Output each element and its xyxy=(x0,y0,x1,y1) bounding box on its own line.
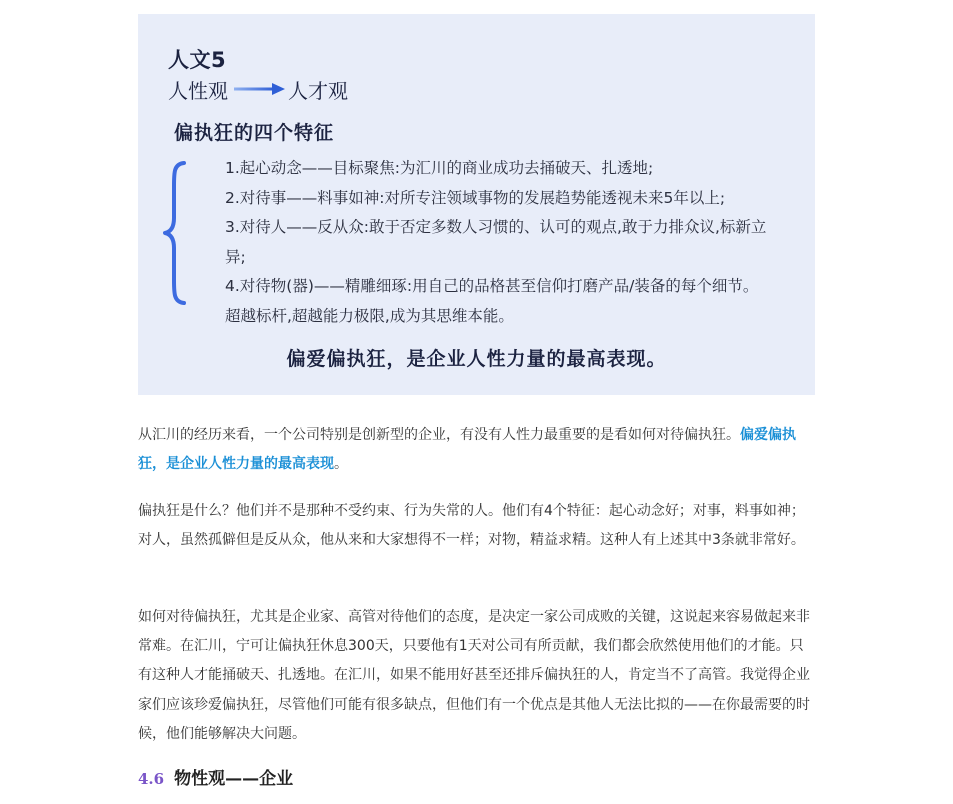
paragraph-1-highlight: 偏爱偏执狂，是企业人性力量的最高表现 xyxy=(138,427,796,473)
trait-item: 3.对待人——反从众:敢于否定多数人习惯的、认可的观点,敢于力排众议,标新立异; xyxy=(225,218,767,266)
paragraph-1 xyxy=(138,421,815,479)
card-subtitle xyxy=(168,76,348,102)
paragraph-1-text: 从汇川的经历来看，一个公司特别是创新型的企业，有没有人性力最重要的是看如何对待偏执狂。 xyxy=(138,427,740,443)
paragraph-3: 如何对待偏执狂，尤其是企业家、高管对待他们的态度，是决定一家公司成败的关键，这说起来容易做起来非常难。在汇川，宁可让偏执狂休息300天，只要他有1天对公司有所贡献，我们都会欣然使用他们的才能。只有这种人才能捅破天、扎透地。在汇川，如果不能用好甚至还排斥偏执狂的人，肯定当不了高管。我觉得企业家们应该珍爱偏执狂，尽管他们可能有很多缺点，但他们有一个优点是其他人无法比拟的——在你最需要的时候，他们能够解决大问题。 xyxy=(138,609,810,742)
curly-brace-icon xyxy=(162,160,190,306)
insight-card xyxy=(138,14,815,395)
subtitle-from: 人性观 xyxy=(168,78,228,103)
traits-list xyxy=(225,154,770,332)
trait-item: 4.对待物(器)——精雕细琢:用自己的品格甚至信仰打磨产品/装备的每个细节。超越标杆,超越能力极限,成为其思维本能。 xyxy=(225,277,759,325)
section-number: 4.6 xyxy=(138,770,165,788)
paragraph-2: 偏执狂是什么？他们并不是那种不受约束、行为失常的人。他们有4个特征：起心动念好；对事，料事如神；对人，虽然孤僻但是反从众，他从来和大家想得不一样；对物，精益求精。这种人有上述其中3条就非常好。 xyxy=(138,503,805,549)
trait-item: 2.对待事——料事如神:对所专注领域事物的发展趋势能透视未来5年以上; xyxy=(225,188,726,207)
trait-item: 1.起心动念——目标聚焦:为汇川的商业成功去捅破天、扎透地; xyxy=(225,159,654,177)
paragraph-1-end: 。 xyxy=(334,456,348,473)
section-title: 物性观——企业 xyxy=(174,769,294,789)
arrow-right-icon xyxy=(232,82,286,96)
card-title: 人文5 xyxy=(168,48,227,72)
card-conclusion: 偏爱偏执狂，是企业人性力量的最高表现。 xyxy=(286,348,667,370)
subtitle-to: 人才观 xyxy=(288,78,348,103)
card-heading: 偏执狂的四个特征 xyxy=(174,122,335,144)
section-heading xyxy=(138,764,293,789)
